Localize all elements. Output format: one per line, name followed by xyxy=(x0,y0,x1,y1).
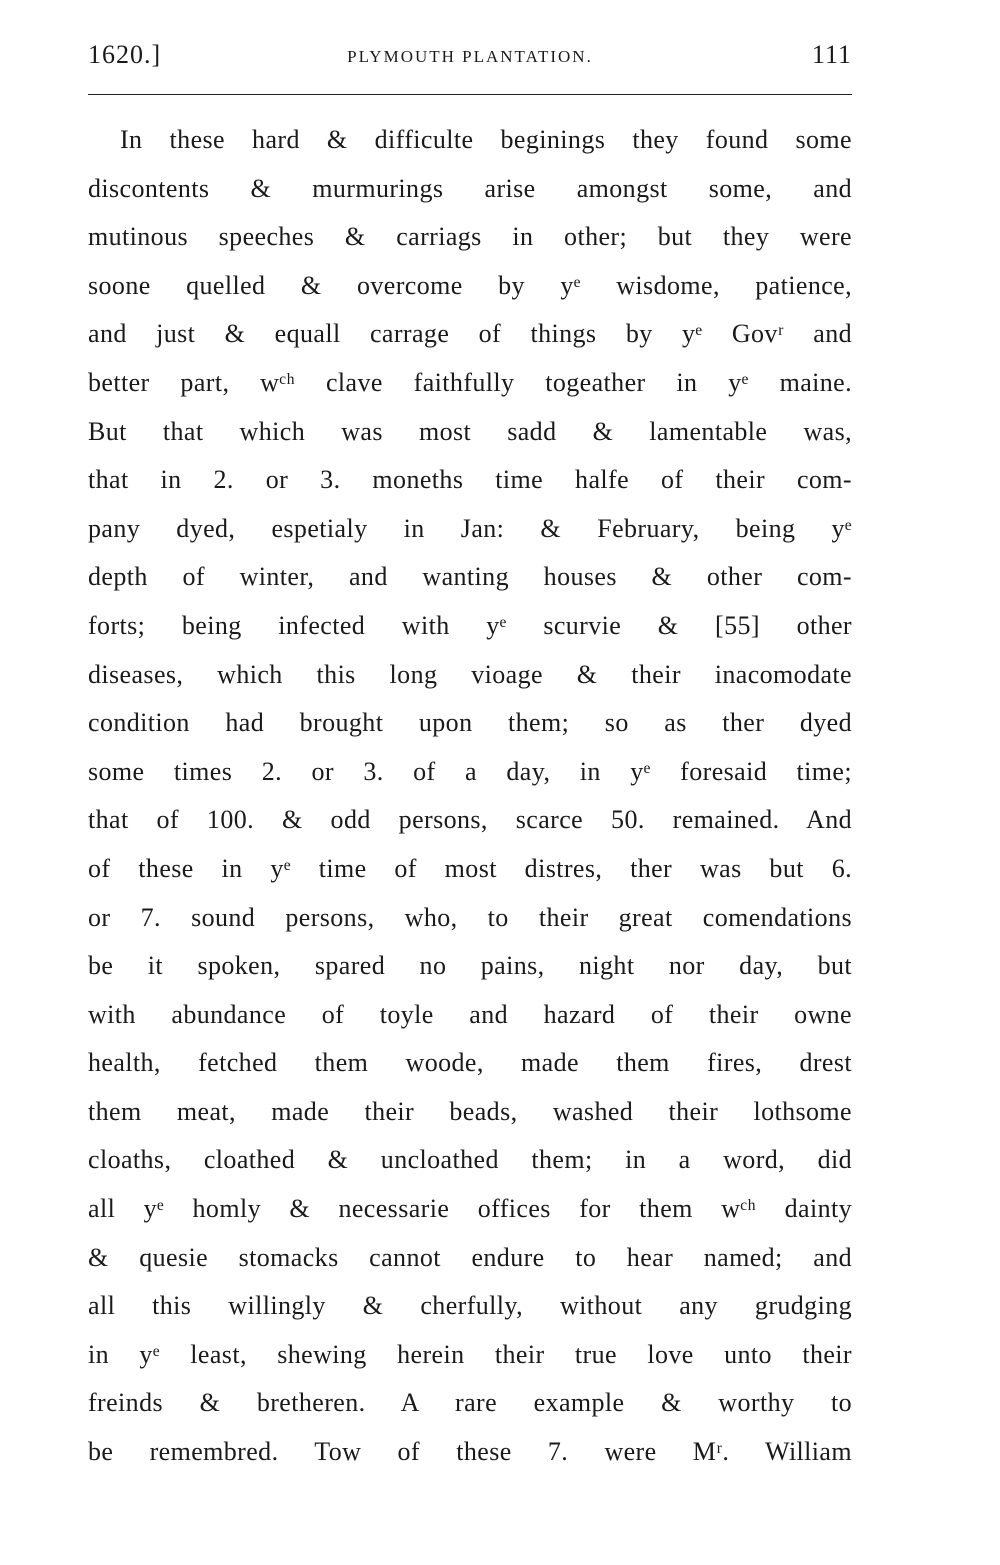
text-line: diseases, which this long vioage & their inacomodate xyxy=(88,659,852,689)
text-line: be it spoken, spared no pains, night nor day, but xyxy=(88,951,852,981)
text-line: pany dyed, espetialy in Jan: & February, being yᵉ xyxy=(88,513,852,543)
text-line: of these in yᵉ time of most distres, ther was but 6. xyxy=(88,853,852,883)
text-line: better part, wᶜʰ clave faithfully togeather in yᵉ maine. xyxy=(88,367,852,397)
running-head xyxy=(88,40,852,80)
running-title: PLYMOUTH PLANTATION. xyxy=(347,47,593,66)
page-number: 111 xyxy=(811,40,852,69)
text-line: & quesie stomacks cannot endure to hear named; and xyxy=(88,1242,852,1272)
text-line: condition had brought upon them; so as ther dyed xyxy=(88,708,852,738)
text-line: them meat, made their beads, washed their lothsome xyxy=(88,1096,852,1126)
text-line: in yᵉ least, shewing herein their true love unto their xyxy=(88,1339,852,1369)
text-line: with abundance of toyle and hazard of their owne xyxy=(88,999,852,1029)
paragraph xyxy=(88,116,852,1477)
text-line: all yᵉ homly & necessarie offices for them wᶜʰ dainty xyxy=(88,1194,852,1224)
text-line: soone quelled & overcome by yᵉ wisdome, patience, xyxy=(88,270,852,300)
text-line: health, fetched them woode, made them fires, drest xyxy=(88,1048,852,1078)
year-marker: 1620.] xyxy=(88,40,162,69)
header-rule xyxy=(88,94,852,95)
text-line: all this willingly & cherfully, without any grudging xyxy=(88,1291,852,1321)
text-line: depth of winter, and wanting houses & other com- xyxy=(88,562,852,592)
text-line: freinds & bretheren. A rare example & worthy to xyxy=(88,1388,852,1418)
text-line: mutinous speeches & carriags in other; but they were xyxy=(88,222,852,252)
text-line: discontents & murmurings arise amongst some, and xyxy=(88,173,852,203)
text-line: cloaths, cloathed & uncloathed them; in a word, did xyxy=(88,1145,852,1175)
text-line: that in 2. or 3. moneths time halfe of their com- xyxy=(88,465,852,495)
text-line: and just & equall carrage of things by yᵉ Govʳ and xyxy=(88,319,852,349)
text-line: But that which was most sadd & lamentable was, xyxy=(88,416,852,446)
text-line: or 7. sound persons, who, to their great comendations xyxy=(88,902,852,932)
text-line: be remembred. Tow of these 7. were Mʳ. William xyxy=(88,1437,852,1467)
text-line: some times 2. or 3. of a day, in yᵉ foresaid time; xyxy=(88,756,852,786)
text-line: forts; being infected with yᵉ scurvie & [55] other xyxy=(88,610,852,640)
text-line: that of 100. & odd persons, scarce 50. remained. And xyxy=(88,805,852,835)
text-line: In these hard & difficulte beginings they found some xyxy=(120,125,852,154)
